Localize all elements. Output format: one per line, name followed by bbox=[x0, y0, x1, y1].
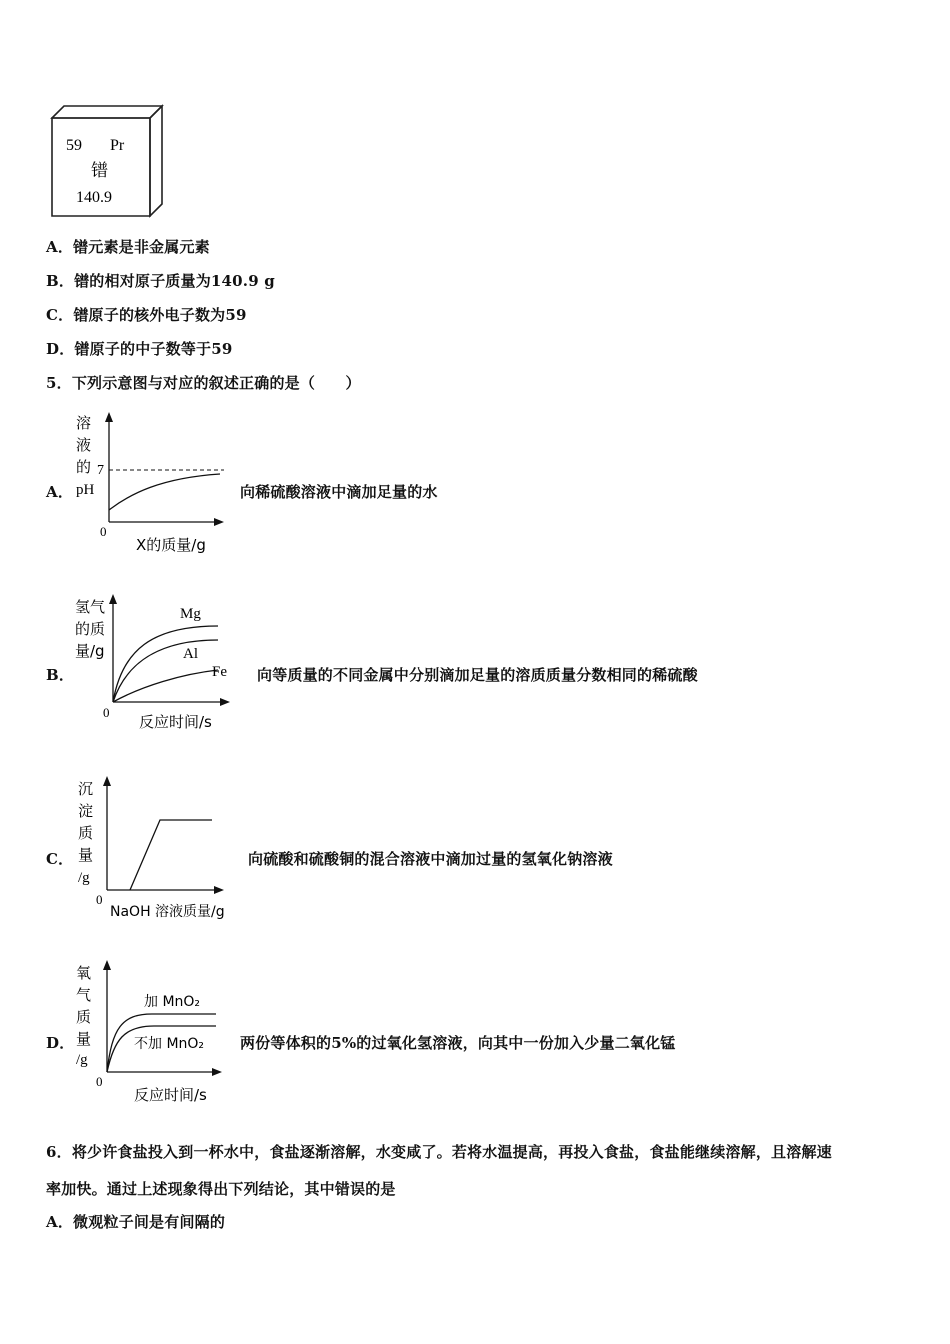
graph-d-y-arrow bbox=[103, 960, 111, 970]
element-name: 镨 bbox=[91, 161, 108, 181]
q4-option-d-text: 镨原子的中子数等于59 bbox=[74, 340, 233, 358]
q5-option-b-letter: B． bbox=[46, 666, 75, 684]
graph-c-ylabel-1: 沉 bbox=[78, 780, 94, 798]
q5-option-c-letter: C． bbox=[46, 850, 74, 868]
graph-c bbox=[72, 772, 248, 924]
graph-b-origin: 0 bbox=[103, 705, 110, 720]
graph-d-xlabel: 反应时间/s bbox=[134, 1086, 207, 1104]
graph-a-curve bbox=[109, 474, 220, 510]
graph-b-curve-al bbox=[113, 640, 218, 702]
element-mass: 140.9 bbox=[76, 189, 112, 206]
graph-c-xlabel: NaOH 溶液质量/g bbox=[110, 904, 225, 920]
q4-option-b bbox=[46, 270, 275, 291]
graph-d-ylabel-5: /g bbox=[76, 1052, 88, 1068]
q5-option-d-letter: D． bbox=[46, 1034, 75, 1052]
graph-d-ylabel-1: 氧 bbox=[76, 964, 92, 982]
graph-a bbox=[70, 410, 240, 558]
graph-b-ylabel-3: 量/g bbox=[75, 642, 105, 660]
q5-stem: 5．下列示意图与对应的叙述正确的是（ ） bbox=[46, 374, 361, 392]
q4-option-d-letter: D． bbox=[46, 340, 75, 358]
q5-option-a-letter: A． bbox=[46, 483, 74, 501]
graph-b-ylabel-1: 氢气 bbox=[75, 598, 106, 616]
q4-option-d bbox=[46, 338, 233, 359]
graph-a-ylabel-3: 的 bbox=[76, 458, 92, 476]
element-symbol: Pr bbox=[110, 137, 125, 154]
graph-a-x-arrow bbox=[214, 518, 224, 526]
graph-c-ylabel-5: /g bbox=[78, 870, 90, 886]
graph-c-ylabel-3: 质 bbox=[78, 824, 94, 842]
graph-b-label-al: Al bbox=[183, 646, 198, 662]
graph-d-ylabel-2: 气 bbox=[76, 986, 92, 1004]
q4-option-c-letter: C． bbox=[46, 306, 74, 324]
graph-d-label-bottom: 不加 MnO₂ bbox=[134, 1036, 205, 1052]
graph-b-label-mg: Mg bbox=[180, 606, 201, 622]
q4-option-c-text: 镨原子的核外电子数为59 bbox=[73, 306, 247, 324]
graph-b-ylabel-2: 的质 bbox=[75, 620, 106, 638]
graph-b bbox=[72, 590, 254, 735]
q5-option-a-desc: 向稀硫酸溶液中滴加足量的水 bbox=[240, 483, 438, 501]
graph-d-origin: 0 bbox=[96, 1074, 103, 1089]
graph-c-curve bbox=[130, 820, 212, 890]
graph-d-x-arrow bbox=[212, 1068, 222, 1076]
q5-option-d-desc: 两份等体积的5%的过氧化氢溶液，向其中一份加入少量二氧化锰 bbox=[240, 1034, 676, 1052]
graph-d bbox=[72, 956, 242, 1108]
q6-option-a: A．微观粒子间是有间隔的 bbox=[46, 1213, 226, 1231]
graph-a-ylabel bbox=[76, 414, 95, 498]
graph-a-ylabel-2: 液 bbox=[76, 436, 92, 454]
q4-option-b-text: 镨的相对原子质量为140.9 g bbox=[74, 272, 275, 290]
graph-b-curve-mg bbox=[113, 626, 218, 702]
graph-d-ylabel-3: 质 bbox=[76, 1008, 92, 1026]
graph-c-origin: 0 bbox=[96, 892, 103, 907]
element-number: 59 bbox=[66, 137, 82, 154]
graph-a-ylabel-1: 溶 bbox=[76, 414, 92, 432]
graph-a-ylabel-4: pH bbox=[76, 482, 95, 498]
graph-d-ylabel-4: 量 bbox=[76, 1030, 92, 1048]
element-box bbox=[48, 102, 168, 220]
graph-a-y-arrow bbox=[105, 412, 113, 422]
graph-b-xlabel: 反应时间/s bbox=[139, 713, 212, 731]
graph-c-x-arrow bbox=[214, 886, 224, 894]
graph-c-y-arrow bbox=[103, 776, 111, 786]
q4-option-a-letter: A． bbox=[46, 238, 74, 256]
graph-b-y-arrow bbox=[109, 594, 117, 604]
graph-c-ylabel-4: 量 bbox=[78, 846, 94, 864]
graph-c-ylabel-2: 淀 bbox=[78, 802, 94, 820]
q4-option-c bbox=[46, 304, 247, 325]
graph-b-curve-fe bbox=[113, 670, 218, 702]
graph-a-xlabel: X的质量/g bbox=[136, 536, 206, 554]
graph-a-origin: 0 bbox=[100, 524, 107, 539]
graph-b-x-arrow bbox=[220, 698, 230, 706]
q4-option-a bbox=[46, 236, 210, 257]
q5-option-c-desc: 向硫酸和硫酸铜的混合溶液中滴加过量的氢氧化钠溶液 bbox=[248, 850, 613, 868]
q4-option-b-letter: B． bbox=[46, 272, 75, 290]
q4-option-a-text: 镨元素是非金属元素 bbox=[73, 238, 210, 256]
q6-stem-line1: 6．将少许食盐投入到一杯水中，食盐逐渐溶解，水变咸了。若将水温提高，再投入食盐，食盐能继续溶解，且溶解速 bbox=[46, 1143, 832, 1161]
q5-option-b-desc: 向等质量的不同金属中分别滴加足量的溶质质量分数相同的稀硫酸 bbox=[257, 666, 698, 684]
graph-b-label-fe: Fe bbox=[212, 664, 227, 680]
graph-d-label-top: 加 MnO₂ bbox=[144, 994, 201, 1010]
q6-stem-line2: 率加快。通过上述现象得出下列结论，其中错误的是 bbox=[46, 1180, 396, 1198]
graph-a-ref-label: 7 bbox=[97, 463, 104, 478]
